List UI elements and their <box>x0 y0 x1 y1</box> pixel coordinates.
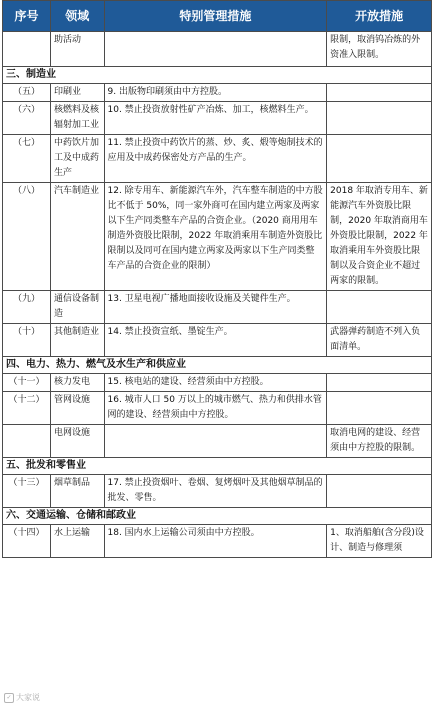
cell-measure: 16. 城市人口 50 万以上的城市燃气、热力和供排水管网的建设、经营须由中方控股。 <box>104 392 327 425</box>
cell-measure: 13. 卫星电视广播地面接收设施及关键件生产。 <box>104 291 327 324</box>
header-field: 领域 <box>51 1 104 32</box>
cell-measure <box>104 425 327 458</box>
cell-measure: 14. 禁止投资宣纸、墨锭生产。 <box>104 324 327 357</box>
table-row <box>3 183 432 291</box>
cell-open <box>327 135 432 183</box>
table-row <box>3 135 432 183</box>
cell-open <box>327 84 432 102</box>
cell-no: （七） <box>3 135 51 183</box>
section-title: 三、制造业 <box>3 67 432 84</box>
table-row <box>3 291 432 324</box>
table-body <box>3 67 432 558</box>
cell-field: 其他制造业 <box>51 324 104 357</box>
cell-field: 通信设备制造 <box>51 291 104 324</box>
section-row <box>3 67 432 84</box>
table-row-continued <box>3 32 432 67</box>
table-row <box>3 324 432 357</box>
cell-open: 限制，取消钨冶炼的外资准入限制。 <box>327 32 432 67</box>
cell-no <box>3 425 51 458</box>
cell-field: 印刷业 <box>51 84 104 102</box>
cell-no: （十一） <box>3 374 51 392</box>
cell-field: 核力发电 <box>51 374 104 392</box>
cell-measure: 15. 核电站的建设、经营须由中方控股。 <box>104 374 327 392</box>
cell-measure: 17. 禁止投资烟叶、卷烟、复烤烟叶及其他烟草制品的批发、零售。 <box>104 475 327 508</box>
table-row <box>3 102 432 135</box>
cell-field: 核燃料及核辐射加工业 <box>51 102 104 135</box>
table-row <box>3 525 432 558</box>
watermark-text: 大家说 <box>16 693 40 702</box>
cell-measure <box>104 32 327 67</box>
table-row <box>3 475 432 508</box>
cell-open: 取消电网的建设、经营须由中方控股的限制。 <box>327 425 432 458</box>
cell-measure: 9. 出版物印刷须由中方控股。 <box>104 84 327 102</box>
cell-measure: 12. 除专用车、新能源汽车外，汽车整车制造的中方股比不低于 50%，同一家外商可在国内建立两家及两家以下生产同类整车产品的合资企业。（2020 商用用车制造外资股比限制，2022 年取消乘用车制造外资股比限制以及同可在国内建立两家及两家以下生产同类整车产品的合资企业的限制） <box>104 183 327 291</box>
cell-no: （六） <box>3 102 51 135</box>
cell-measure: 18. 国内水上运输公司须由中方控股。 <box>104 525 327 558</box>
section-title: 五、批发和零售业 <box>3 458 432 475</box>
table-header <box>3 1 432 32</box>
cell-no: （九） <box>3 291 51 324</box>
cell-open <box>327 475 432 508</box>
cell-open <box>327 392 432 425</box>
cell-field: 汽车制造业 <box>51 183 104 291</box>
section-row <box>3 458 432 475</box>
table-row <box>3 392 432 425</box>
table-row <box>3 425 432 458</box>
cell-open <box>327 102 432 135</box>
cell-no: （十三） <box>3 475 51 508</box>
cell-no: （八） <box>3 183 51 291</box>
cell-field: 中药饮片加工及中成药生产 <box>51 135 104 183</box>
header-open: 开放措施 <box>327 1 432 32</box>
cell-no <box>3 32 51 67</box>
header-measure: 特别管理措施 <box>104 1 327 32</box>
cell-no: （五） <box>3 84 51 102</box>
cell-field: 助活动 <box>51 32 104 67</box>
cell-open <box>327 291 432 324</box>
cell-field: 电网设施 <box>51 425 104 458</box>
cell-no: （十） <box>3 324 51 357</box>
cell-field: 水上运输 <box>51 525 104 558</box>
cell-field: 烟草制品 <box>51 475 104 508</box>
cell-open <box>327 374 432 392</box>
cell-open: 武器弹药制造不列入负面清单。 <box>327 324 432 357</box>
watermark <box>4 692 40 703</box>
watermark-logo-icon: ✓ <box>4 693 14 703</box>
section-row <box>3 508 432 525</box>
cell-measure: 11. 禁止投资中药饮片的蒸、炒、炙、煅等炮制技术的应用及中成药保密处方产品的生产。 <box>104 135 327 183</box>
cell-no: （十二） <box>3 392 51 425</box>
section-row <box>3 357 432 374</box>
cell-measure: 10. 禁止投资放射性矿产冶炼、加工，核燃料生产。 <box>104 102 327 135</box>
cell-field: 管网设施 <box>51 392 104 425</box>
section-title: 四、电力、热力、燃气及水生产和供应业 <box>3 357 432 374</box>
table-row <box>3 84 432 102</box>
cell-open: 2018 年取消专用车、新能源汽车外资股比限制，2020 年取消商用车外资股比限制，2022 年取消乘用车外资股比限制以及合资企业不超过两家的限制。 <box>327 183 432 291</box>
cell-open: 1、取消船舶(含分段)设计、制造与修理须 <box>327 525 432 558</box>
section-title: 六、交通运输、仓储和邮政业 <box>3 508 432 525</box>
cell-no: （十四） <box>3 525 51 558</box>
header-no: 序号 <box>3 1 51 32</box>
measures-table <box>2 0 432 558</box>
table-row <box>3 374 432 392</box>
